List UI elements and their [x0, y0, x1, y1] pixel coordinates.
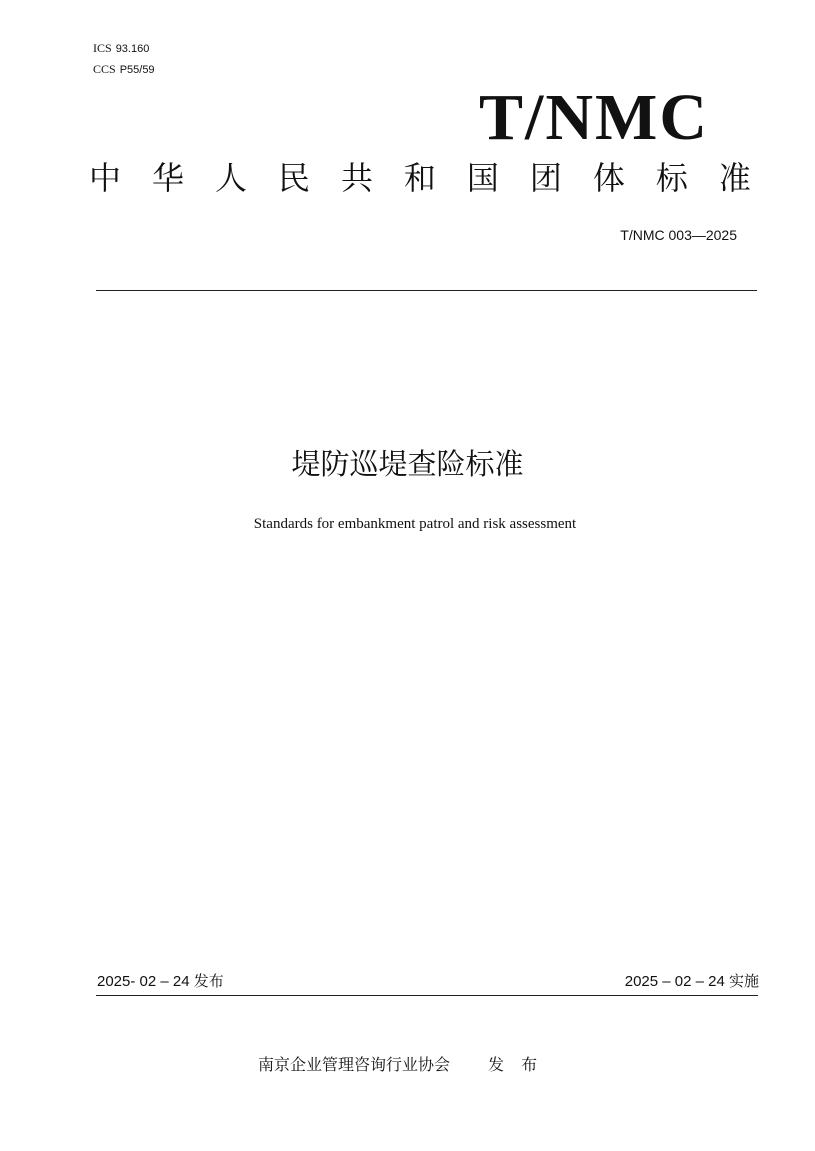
issue-date: 2025- 02 – 24 发布 — [97, 973, 224, 990]
standard-logo: T/NMC — [479, 81, 709, 154]
standard-type-char: 准 — [718, 159, 751, 197]
standard-number: T/NMC 003—2025 — [620, 227, 737, 243]
standard-type-char: 中 — [89, 159, 122, 197]
ccs-code: P55/59 — [119, 64, 155, 76]
ics-classification — [93, 41, 149, 56]
ccs-classification — [93, 62, 155, 77]
standard-type-char: 人 — [214, 159, 247, 197]
standard-type-heading — [89, 157, 751, 199]
ics-label: ICS — [93, 41, 112, 55]
standard-type-char: 共 — [340, 159, 373, 197]
standard-type-char: 标 — [655, 159, 688, 197]
standard-type-char: 和 — [403, 159, 436, 197]
document-title-cn: 堤防巡堤查险标准 — [291, 447, 524, 481]
publish-label: 发 布 — [488, 1055, 544, 1074]
ccs-label: CCS — [93, 62, 116, 76]
standard-type-char: 体 — [592, 159, 625, 197]
footer-divider — [96, 995, 758, 996]
standard-type-char: 民 — [277, 159, 310, 197]
standard-type-char: 国 — [466, 159, 499, 197]
publisher — [258, 1054, 543, 1076]
ics-code: 93.160 — [115, 43, 150, 55]
document-title-en: Standards for embankment patrol and risk assessment — [253, 516, 577, 532]
header-divider — [96, 290, 757, 291]
publisher-name: 南京企业管理咨询行业协会 — [258, 1055, 451, 1074]
standard-type-char: 华 — [151, 159, 184, 197]
implementation-date: 2025 – 02 – 24 实施 — [624, 973, 759, 990]
standard-type-char: 团 — [529, 159, 562, 197]
